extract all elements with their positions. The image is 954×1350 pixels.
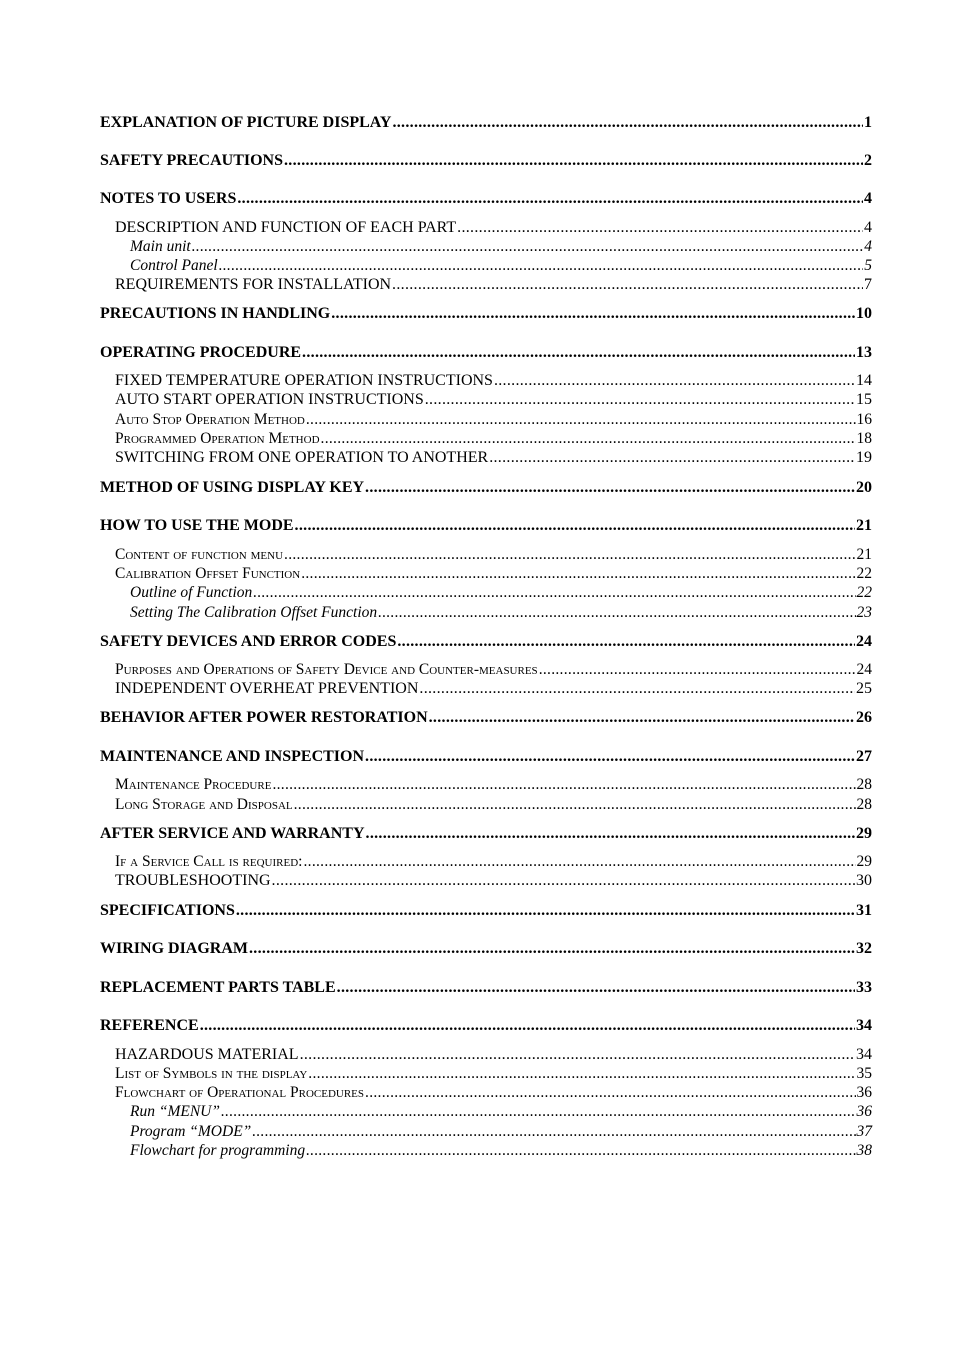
toc-entry-page: 35 [856,1065,872,1082]
dot-leader [429,708,855,728]
toc-entry[interactable] [100,824,872,844]
toc-entry[interactable] [115,660,872,679]
toc-entry[interactable] [130,603,872,622]
toc-entry[interactable] [115,775,872,794]
toc-entry[interactable] [115,390,872,409]
toc-entry[interactable] [115,795,872,814]
dot-leader [237,189,863,209]
toc-entry-page: 4 [864,219,872,236]
dot-leader [221,1102,856,1121]
dot-leader [365,747,855,767]
toc-entry[interactable] [115,564,872,583]
toc-entry-title: HOW TO USE THE MODE [100,517,294,534]
toc-entry-title: OPERATING PROCEDURE [100,344,302,361]
toc-entry-title: Auto Stop Operation Method [115,411,305,428]
dot-leader [419,679,855,698]
dot-leader [392,275,863,294]
toc-entry-title: Programmed Operation Method [115,430,320,447]
toc-entry-title: SAFETY PRECAUTIONS [100,152,283,169]
toc-entry[interactable] [100,343,872,363]
toc-entry-page: 36 [856,1084,872,1101]
toc-entry-title: TROUBLESHOOTING [115,872,271,889]
toc-entry-title: Outline of Function [130,584,253,601]
toc-entry[interactable] [115,410,872,429]
dot-leader [219,256,864,275]
toc-entry-title: Setting The Calibration Offset Function [130,604,378,621]
toc-entry[interactable] [115,679,872,698]
toc-entry-title: If a Service Call is required: [115,853,303,870]
toc-entry-title: BEHAVIOR AFTER POWER RESTORATION [100,709,428,726]
toc-entry[interactable] [100,189,872,209]
dot-leader [489,448,855,467]
toc-entry-title: List of Symbols in the display [115,1065,308,1082]
toc-entry[interactable] [130,1141,872,1160]
toc-entry[interactable] [100,708,872,728]
dot-leader [252,1122,855,1141]
toc-entry[interactable] [100,151,872,171]
toc-entry-title: NOTES TO USERS [100,190,237,207]
toc-entry[interactable] [100,978,872,998]
dot-leader [301,564,855,583]
toc-entry[interactable] [130,256,872,275]
dot-leader [192,237,864,256]
toc-entry-page: 28 [856,796,872,813]
dot-leader [272,871,855,890]
toc-entry-page: 2 [864,152,872,169]
dot-leader [200,1016,855,1036]
toc-entry-title: HAZARDOUS MATERIAL [115,1046,299,1063]
toc-entry[interactable] [100,304,872,324]
toc-entry-title: AFTER SERVICE AND WARRANTY [100,825,365,842]
toc-entry-page: 28 [856,776,872,793]
toc-entry-title: Flowchart of Operational Procedures [115,1084,365,1101]
dot-leader [284,151,863,171]
toc-entry-title: SWITCHING FROM ONE OPERATION TO ANOTHER [115,449,489,466]
toc-entry-title: METHOD OF USING DISPLAY KEY [100,479,365,496]
toc-entry[interactable] [130,1122,872,1141]
toc-entry-page: 27 [856,748,872,765]
dot-leader [272,775,855,794]
toc-entry-page: 22 [856,565,872,582]
toc-entry[interactable] [130,583,872,602]
toc-entry-title: DESCRIPTION AND FUNCTION OF EACH PART [115,219,457,236]
toc-entry[interactable] [100,516,872,536]
toc-entry-page: 36 [856,1103,872,1120]
toc-entry-title: Maintenance Procedure [115,776,272,793]
toc-entry[interactable] [100,632,872,652]
toc-entry-page: 23 [856,604,872,621]
toc-entry-page: 16 [856,411,872,428]
toc-entry[interactable] [115,852,872,871]
toc-entry-page: 22 [856,584,872,601]
toc-entry-title: INDEPENDENT OVERHEAT PREVENTION [115,680,419,697]
toc-entry[interactable] [115,218,872,237]
toc-entry[interactable] [115,371,872,390]
toc-entry[interactable] [130,1102,872,1121]
toc-entry[interactable] [115,871,872,890]
toc-entry-page: 7 [864,276,872,293]
toc-entry-page: 15 [856,391,872,408]
toc-entry-title: Run “MENU” [130,1103,220,1120]
toc-entry-title: PRECAUTIONS IN HANDLING [100,305,331,322]
dot-leader [284,545,855,564]
toc-entry-page: 21 [856,517,872,534]
toc-entry-title: Calibration Offset Function [115,565,301,582]
toc-entry[interactable] [100,113,872,133]
toc-entry-page: 26 [856,709,872,726]
dot-leader [295,516,855,536]
toc-entry-page: 19 [856,449,872,466]
toc-entry-page: 4 [864,238,872,255]
toc-entry-page: 21 [856,546,872,563]
dot-leader [236,901,855,921]
toc-entry[interactable] [100,1016,872,1036]
toc-entry[interactable] [100,747,872,767]
toc-entry[interactable] [100,939,872,959]
toc-entry-title: AUTO START OPERATION INSTRUCTIONS [115,391,424,408]
toc-entry-page: 5 [864,257,872,274]
toc-entry[interactable] [115,429,872,448]
toc-entry-page: 24 [856,633,872,650]
toc-entry-title: Content of function menu [115,546,284,563]
dot-leader [300,1045,855,1064]
toc-entry[interactable] [115,1083,872,1102]
toc-entry-page: 1 [864,114,872,131]
dot-leader [308,1064,855,1083]
dot-leader [457,218,863,237]
toc-entry[interactable] [115,545,872,564]
toc-entry-page: 37 [856,1123,872,1140]
toc-entry-title: Long Storage and Disposal [115,796,293,813]
toc-entry[interactable] [115,448,872,467]
toc-entry-page: 34 [856,1017,872,1034]
toc-entry-page: 30 [856,872,872,889]
toc-entry-page: 29 [856,853,872,870]
toc-entry-page: 25 [856,680,872,697]
toc-entry-title: Purposes and Operations of Safety Device and Counter-measures [115,661,538,678]
dot-leader [378,603,855,622]
toc-entry-page: 34 [856,1046,872,1063]
toc-entry[interactable] [100,901,872,921]
toc-entry-title: EXPLANATION OF PICTURE DISPLAY [100,114,392,131]
dot-leader [337,978,855,998]
toc-entry-title: WIRING DIAGRAM [100,940,248,957]
dot-leader [366,824,855,844]
toc-entry-title: MAINTENANCE AND INSPECTION [100,748,365,765]
toc-entry-title: REFERENCE [100,1017,199,1034]
toc-entry-page: 33 [856,979,872,996]
dot-leader [306,410,856,429]
dot-leader [303,852,855,871]
toc-entry-title: SAFETY DEVICES AND ERROR CODES [100,633,397,650]
dot-leader [365,478,855,498]
toc-entry-page: 14 [856,372,872,389]
dot-leader [365,1083,855,1102]
dot-leader [539,660,856,679]
dot-leader [392,113,863,133]
toc-entry-title: Program “MODE” [130,1123,252,1140]
toc-entry-page: 38 [856,1142,872,1159]
toc-entry-title: Flowchart for programming [130,1142,306,1159]
dot-leader [306,1141,855,1160]
dot-leader [331,304,855,324]
toc-entry[interactable] [115,1045,872,1064]
dot-leader [494,371,855,390]
toc-entry-page: 20 [856,479,872,496]
toc-entry-page: 32 [856,940,872,957]
toc-entry-page: 13 [856,344,872,361]
dot-leader [321,429,856,448]
dot-leader [249,939,855,959]
toc-entry-page: 29 [856,825,872,842]
dot-leader [397,632,855,652]
toc-entry-title: Control Panel [130,257,218,274]
toc-entry-page: 31 [856,902,872,919]
toc-entry-title: SPECIFICATIONS [100,902,235,919]
toc-entry-page: 10 [856,305,872,322]
dot-leader [253,583,855,602]
toc-entry-title: REPLACEMENT PARTS TABLE [100,979,336,996]
toc-entry-page: 18 [856,430,872,447]
dot-leader [302,343,855,363]
toc-entry-page: 4 [864,190,872,207]
toc-entry-title: Main unit [130,238,191,255]
toc-entry-title: REQUIREMENTS FOR INSTALLATION [115,276,392,293]
toc-entry-page: 24 [856,661,872,678]
dot-leader [425,390,855,409]
toc-entry[interactable] [115,275,872,294]
toc-entry-title: FIXED TEMPERATURE OPERATION INSTRUCTIONS [115,372,493,389]
toc-entry[interactable] [130,237,872,256]
toc-entry[interactable] [115,1064,872,1083]
dot-leader [294,795,856,814]
toc-entry[interactable] [100,478,872,498]
